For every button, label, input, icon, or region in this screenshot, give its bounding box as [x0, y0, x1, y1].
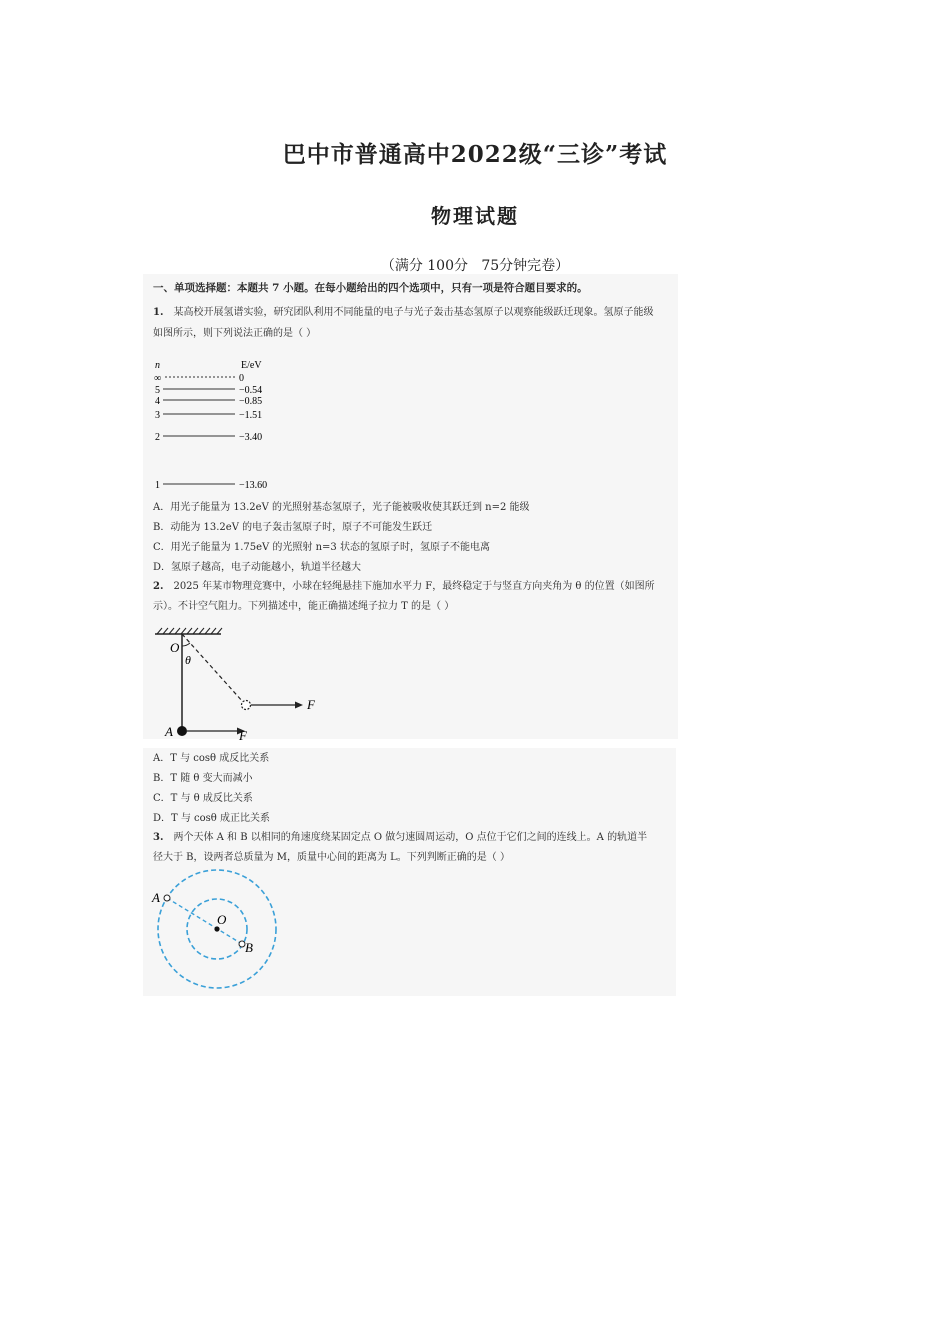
question-panel-2 [143, 748, 676, 996]
q2-number: 2. [153, 581, 164, 592]
ball-a [177, 726, 187, 736]
q3-stem-line1 [153, 828, 647, 843]
angle-label: θ [185, 653, 191, 667]
orbit-diagram [151, 868, 291, 994]
deflected-force-label: F [307, 697, 315, 712]
level-1-e: −13.60 [239, 480, 268, 491]
q2-option-d: D．T 与 cosθ 成正比关系 [153, 813, 270, 824]
q1-option-a: A．用光子能量为 13.2eV 的光照射基态氢原子，光子能被吸收使其跃迁到 n=2 能级 [153, 502, 530, 513]
q1-option-b: B．动能为 13.2eV 的电子轰击氢原子时，原子不可能发生跃迁 [153, 522, 433, 533]
q1-option-c: C．用光子能量为 1.75eV 的光照射 n=3 状态的氢原子时，氢原子不能电离 [153, 542, 490, 553]
q2-stem-text: 2025 年某市物理竞赛中，小球在轻绳悬挂下施加水平力 F，最终稳定于与竖直方向夹角为 θ 的位置（如图所 [173, 581, 655, 592]
level-2-e: −3.40 [239, 432, 263, 443]
q3-stem-text: 两个天体 A 和 B 以相同的角速度绕某固定点 O 做匀速圆周运动，O 点位于它们之间的连线上。A 的轨道半 [173, 832, 648, 843]
level-4-e: −0.85 [239, 396, 263, 407]
pendulum-diagram [151, 626, 331, 741]
deflected-ball [242, 701, 251, 710]
n-axis-label: n [155, 360, 160, 371]
center-o-label: O [217, 912, 227, 927]
q1-stem-line1 [153, 303, 653, 318]
level-inf-e: 0 [239, 373, 244, 384]
level-3-e: −1.51 [239, 410, 263, 421]
level-3-n: 3 [155, 410, 160, 421]
q3-stem-line2: 径大于 B，设两者总质量为 M，质量中心间的距离为 L。下列判断正确的是（ ） [153, 852, 510, 863]
energy-level-diagram [151, 356, 291, 496]
level-1-n: 1 [155, 480, 160, 491]
bottom-force-label: F [239, 728, 247, 741]
q2-stem-line2: 示）。不计空气阻力。下列描述中，能正确描述绳子拉力 T 的是（ ） [153, 601, 455, 612]
q2-option-a: A．T 与 cosθ 成反比关系 [153, 753, 270, 764]
q2-stem-line1 [153, 577, 655, 592]
e-axis-label: E/eV [241, 360, 262, 371]
level-5-e: −0.54 [239, 385, 263, 396]
level-inf-n: ∞ [154, 373, 162, 384]
deflected-force-arrowhead [295, 702, 303, 709]
body-a-label: A [152, 890, 160, 905]
ceiling-hatch [157, 628, 222, 634]
exam-subtitle: 物理试题 [431, 204, 519, 228]
body-a [164, 895, 170, 901]
q2-option-b: B．T 随 θ 变大而减小 [153, 773, 253, 784]
level-5-n: 5 [155, 385, 160, 396]
pivot-label: O [170, 640, 180, 655]
q1-stem-text: 某高校开展氢谱实验，研究团队利用不同能量的电子与光子轰击基态氢原子以观察能级跃迁现象。氢原子能级 [173, 307, 654, 318]
q2-option-c: C．T 与 θ 成反比关系 [153, 793, 253, 804]
q1-number: 1. [153, 307, 164, 318]
q1-stem-line2: 如图所示，则下列说法正确的是（ ） [153, 328, 317, 339]
exam-title: 巴中市普通高中2022级“三诊”考试 [282, 141, 668, 168]
connecting-line [167, 898, 242, 944]
center-o [214, 926, 219, 931]
body-b-label: B [245, 940, 253, 955]
question-panel-1 [143, 274, 678, 739]
q1-option-d: D．氢原子越高，电子动能越小，轨道半径越大 [153, 562, 362, 573]
point-a-label: A [165, 724, 173, 739]
score-info: （满分 100分 75分钟完卷） [380, 258, 570, 274]
section-heading: 一、单项选择题：本题共 7 小题。在每小题给出的四个选项中，只有一项是符合题目要求的。 [153, 282, 588, 294]
q3-number: 3. [153, 832, 164, 843]
level-2-n: 2 [155, 432, 160, 443]
angle-arc [182, 643, 190, 646]
deflected-rope [182, 634, 243, 702]
level-4-n: 4 [155, 396, 160, 407]
